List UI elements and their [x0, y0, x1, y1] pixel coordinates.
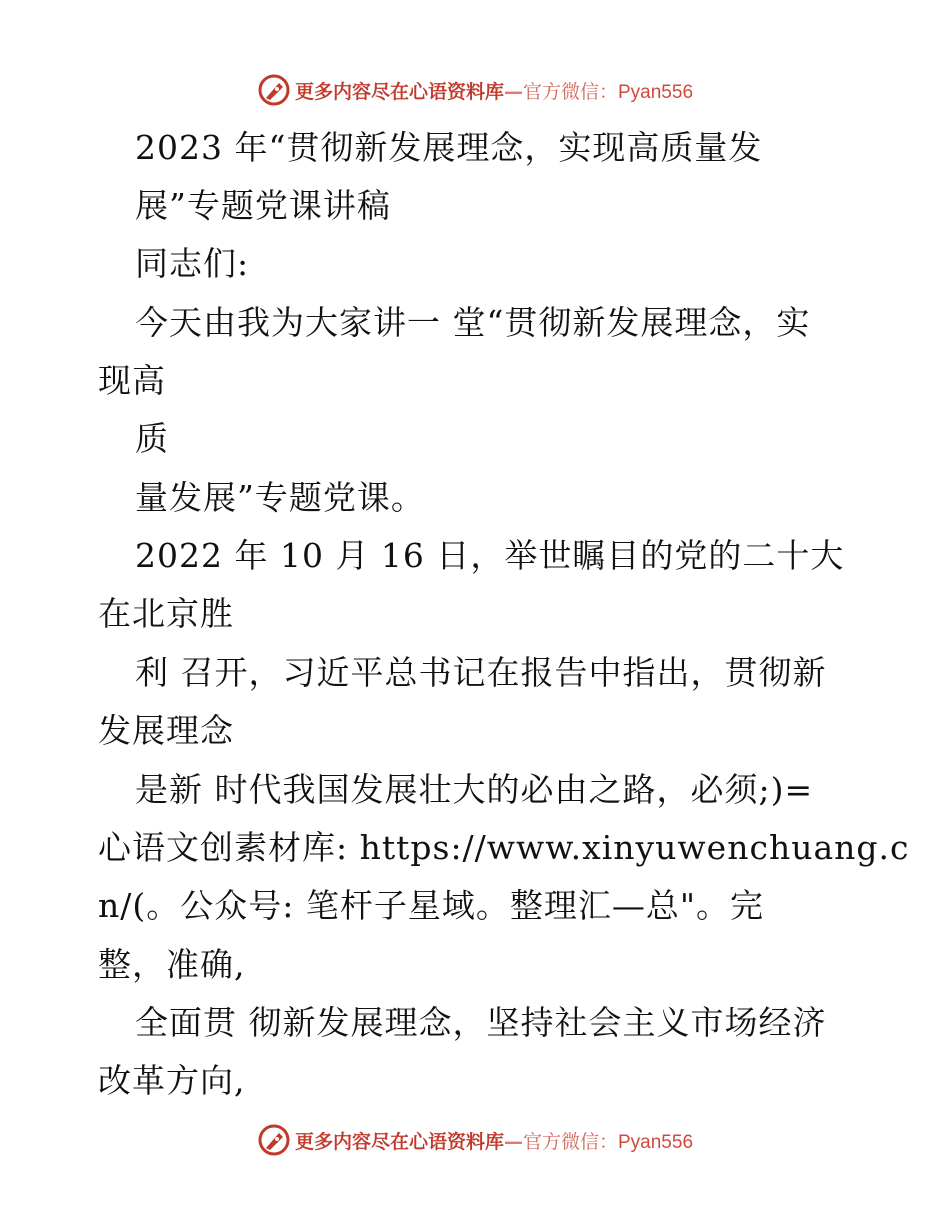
text-line: 2022 年 10 月 16 日，举世瞩目的党的二十大	[135, 536, 845, 575]
banner-separator: —	[503, 1130, 523, 1153]
text-line: 心语文创素材库: https://www.xinyuwenchuang.c	[98, 828, 910, 867]
banner-label: 更多内容尽在心语资料库	[294, 1130, 504, 1153]
pen-nib-icon	[257, 1123, 291, 1157]
header-banner	[0, 70, 950, 110]
banner-wechat-label: 官方微信：	[522, 80, 618, 103]
banner-text	[295, 1127, 693, 1154]
text-line: 现高	[98, 361, 166, 400]
text-line: 改革方向,	[98, 1061, 246, 1100]
text-line: 利 召开，习近平总书记在报告中指出，贯彻新	[135, 653, 827, 692]
text-line: 质	[135, 419, 169, 458]
banner-label: 更多内容尽在心语资料库	[294, 80, 504, 103]
banner-wechat-id: Pyan556	[618, 81, 694, 103]
text-line: 2023 年“贯彻新发展理念，实现高质量发	[135, 128, 763, 167]
text-line: 是新 时代我国发展壮大的必由之路，必须;)=	[135, 770, 814, 809]
text-line: 同志们:	[135, 244, 250, 283]
footer-banner	[0, 1120, 950, 1160]
text-line: 量发展”专题党课。	[135, 478, 425, 517]
pen-nib-icon	[257, 73, 291, 107]
text-line: n/(。公众号: 笔杆子星域。整理汇—总"。完	[98, 886, 765, 925]
text-line: 全面贯 彻新发展理念，坚持社会主义市场经济	[135, 1003, 827, 1042]
banner-text	[295, 77, 693, 104]
text-line: 整，准确,	[98, 945, 246, 984]
text-line: 在北京胜	[98, 594, 234, 633]
text-line: 今天由我为大家讲一 堂“贯彻新发展理念，实	[135, 303, 811, 342]
banner-separator: —	[503, 80, 523, 103]
banner-wechat-label: 官方微信：	[522, 1130, 618, 1153]
text-line: 展”专题党课讲稿	[135, 186, 391, 225]
text-line: 发展理念	[98, 711, 234, 750]
banner-wechat-id: Pyan556	[618, 1131, 694, 1153]
